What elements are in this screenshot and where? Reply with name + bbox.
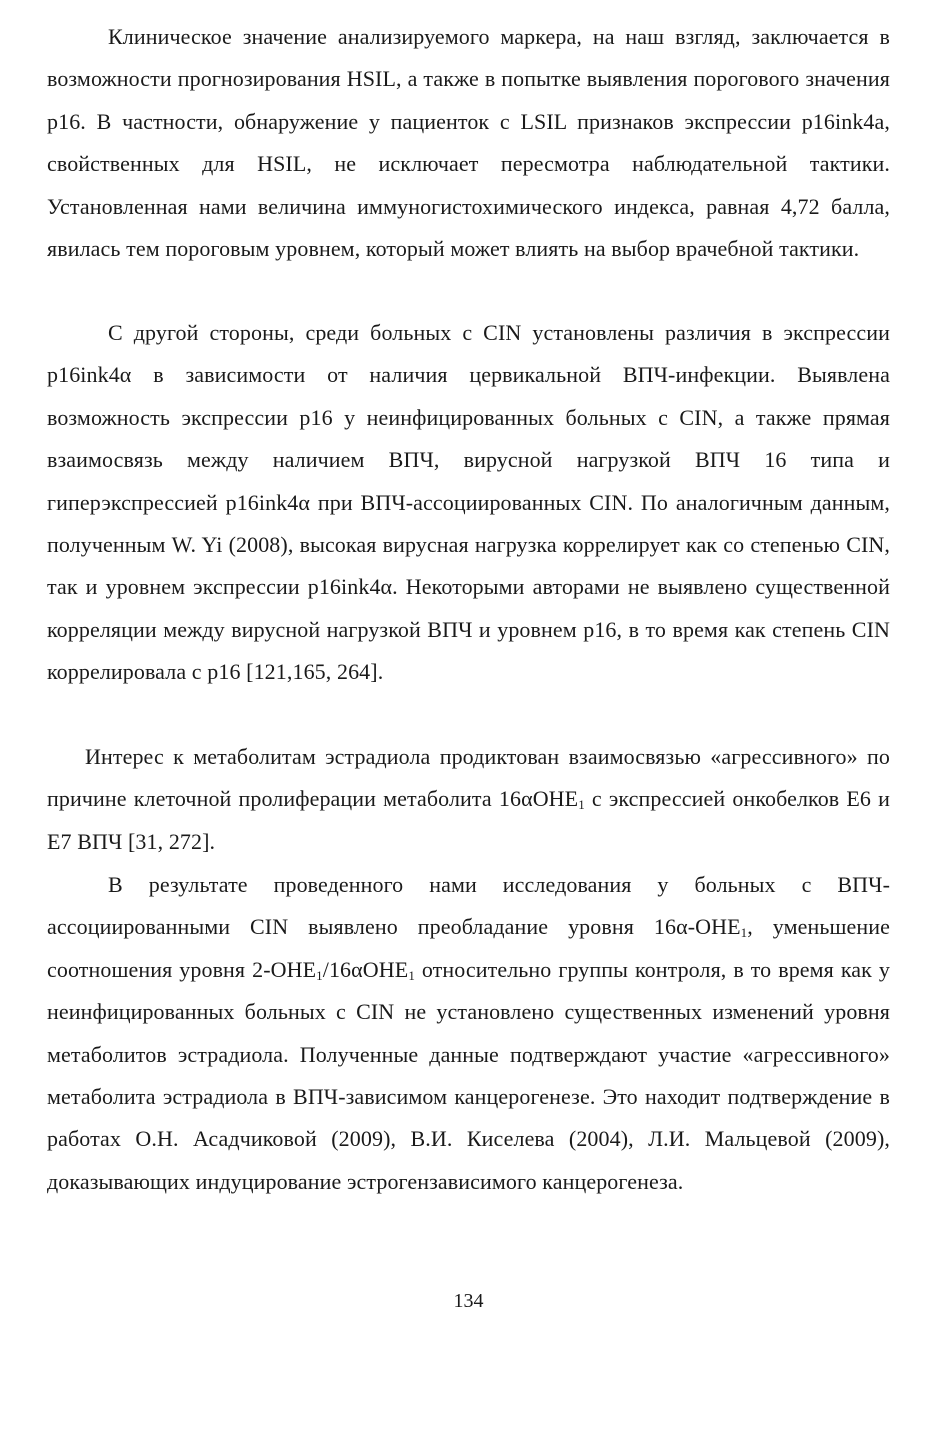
paragraph-clinical-significance: Клиническое значение анализируемого маркера, на наш взгляд, заключается в возможности прогнозирования HSIL, а также в попытке выявления порогового значения p16. В частности, обнаружение у пациенток с LSIL признаков экспрессии p16ink4a, свойственных для HSIL, не исключает пересмотра наблюдательной тактики. Установленная нами величина иммуногистохимического индекса, равная 4,72 балла, явилась тем пороговым уровнем, который может влиять на выбор врачебной тактики. <box>47 24 890 262</box>
subscript-1: 1 <box>578 797 585 813</box>
subscript-1: 1 <box>740 925 748 941</box>
subscript-2: 1 <box>316 967 323 983</box>
paragraph-4-part-2: , уменьшение соотношения уровня 2-OHE <box>47 914 890 982</box>
paragraph-estradiol-metabolites <box>47 736 890 863</box>
paragraph-3-text-after: с экспрессией онкобелков E6 и E7 ВПЧ [31, 272]. <box>47 786 890 854</box>
subscript-3: 1 <box>408 967 415 983</box>
paragraph-p16-expression: С другой стороны, среди больных с CIN установлены различия в экспрессии p16ink4α в зависимости от наличия цервикальной ВПЧ-инфекции. Выявлена возможность экспрессии p16 у неинфицированных больных с CIN, а также прямая взаимосвязь между наличием ВПЧ, вирусной нагрузкой ВПЧ 16 типа и гиперэкспрессией p16ink4α при ВПЧ-ассоциированных CIN. По аналогичным данным, полученным W. Yi (2008), высокая вирусная нагрузка коррелирует как со степенью CIN, так и уровнем экспрессии p16ink4α. Некоторыми авторами не выявлено существенной корреляции между вирусной нагрузкой ВПЧ и уровнем p16, в то время как степень CIN коррелировала с p16 [121,165, 264]. <box>47 320 890 685</box>
paragraph-4-part-3: /16αOHE <box>322 956 409 982</box>
page-number: 134 <box>453 1290 484 1312</box>
paragraph-study-results <box>47 864 890 1203</box>
paragraph-4-part-4: относительно группы контроля, в то время как у неинфицированных больных с CIN не установлено существенных изменений уровня метаболитов эстрадиола. Полученные данные подтверждают участие «агрессивного» метаболита эстрадиола в ВПЧ-зависимом канцерогенезе. Это находит подтверждение в работах О.Н. Асадчиковой (2009), В.И. Киселева (2004), Л.И. Мальцевой (2009), доказывающих индуцирование эстрогензависимого канцерогенеза. <box>47 956 890 1194</box>
paragraph-3-text-before: Интерес к метаболитам эстрадиола продиктован взаимосвязью «агрессивного» по причине клеточной пролиферации метаболита 16αOHE <box>47 744 890 812</box>
paragraph-4-part-1: В результате проведенного нами исследования у больных с ВПЧ-ассоциированными CIN выявлено преобладание уровня 16α-OHE <box>47 872 890 940</box>
